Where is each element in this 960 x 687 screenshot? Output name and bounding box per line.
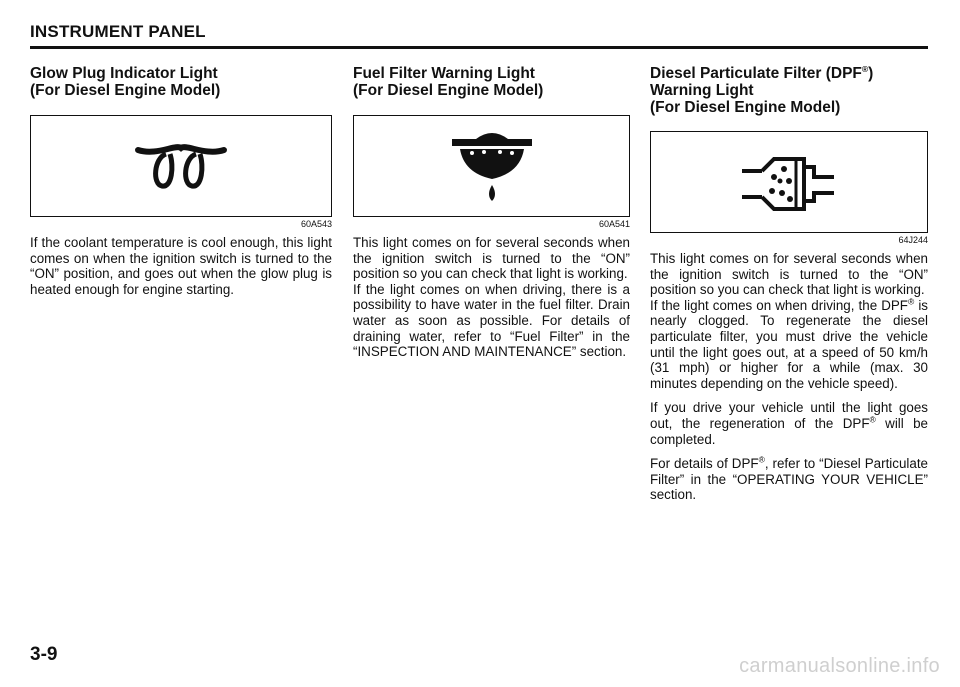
page-number: 3-9 (30, 644, 58, 665)
body-paragraph: This light comes on for several seconds when the ignition switch is turned to the “ON” position so you can check that light is working. (353, 235, 630, 282)
dpf-icon (734, 147, 844, 217)
watermark: carmanualsonline.info (739, 655, 940, 677)
section-glow-plug (30, 65, 332, 297)
figure-code: 60A541 (598, 219, 630, 229)
section-title: Diesel Particulate Filter (DPF®) Warning Light (For Diesel Engine Model) (650, 63, 874, 116)
fuel-filter-icon (442, 121, 542, 211)
body-paragraph: For details of DPF®, refer to “Diesel Particulate Filter” in the “OPERATING YOUR VEHICLE” section. (650, 454, 928, 503)
section-title: Fuel Filter Warning Light (For Diesel Engine Model) (353, 65, 544, 99)
body-paragraph: If the coolant temperature is cool enough, this light comes on when the ignition switch is turned to the “ON” position, and goes out when the glow plug is heated enough for engine starting. (30, 235, 332, 297)
glow-plug-icon (126, 136, 236, 196)
dpf-figure (650, 131, 928, 233)
fuel-filter-figure (353, 115, 630, 217)
body-paragraph: This light comes on for several seconds when the ignition switch is turned to the “ON” position so you can check that light is working. (650, 251, 928, 298)
figure-code: 60A543 (300, 219, 332, 229)
section-dpf (650, 65, 928, 503)
page-header: INSTRUMENT PANEL (30, 22, 206, 41)
header-rule (30, 46, 928, 49)
body-paragraph: If the light comes on when driving, the DPF® is nearly clogged. To regenerate the diesel particulate filter, you must drive the vehicle until the light goes out, at a speed of 50 km/h (31 mph) or higher for a while (max. 30 minutes depending on the vehicle speed). (650, 296, 928, 391)
section-fuel-filter (353, 65, 630, 360)
figure-code: 64J244 (898, 235, 928, 245)
section-title: Glow Plug Indicator Light (For Diesel Engine Model) (30, 65, 221, 99)
body-paragraph: If you drive your vehicle until the light goes out, the regeneration of the DPF® will be completed. (650, 400, 928, 447)
glow-plug-figure (30, 115, 332, 217)
body-paragraph: If the light comes on when driving, there is a possibility to have water in the fuel filter. Drain water as soon as possible. For details of draining water, refer to “Fuel Filter” in the “INSPECTION AND MAINTENANCE” section. (353, 281, 630, 360)
